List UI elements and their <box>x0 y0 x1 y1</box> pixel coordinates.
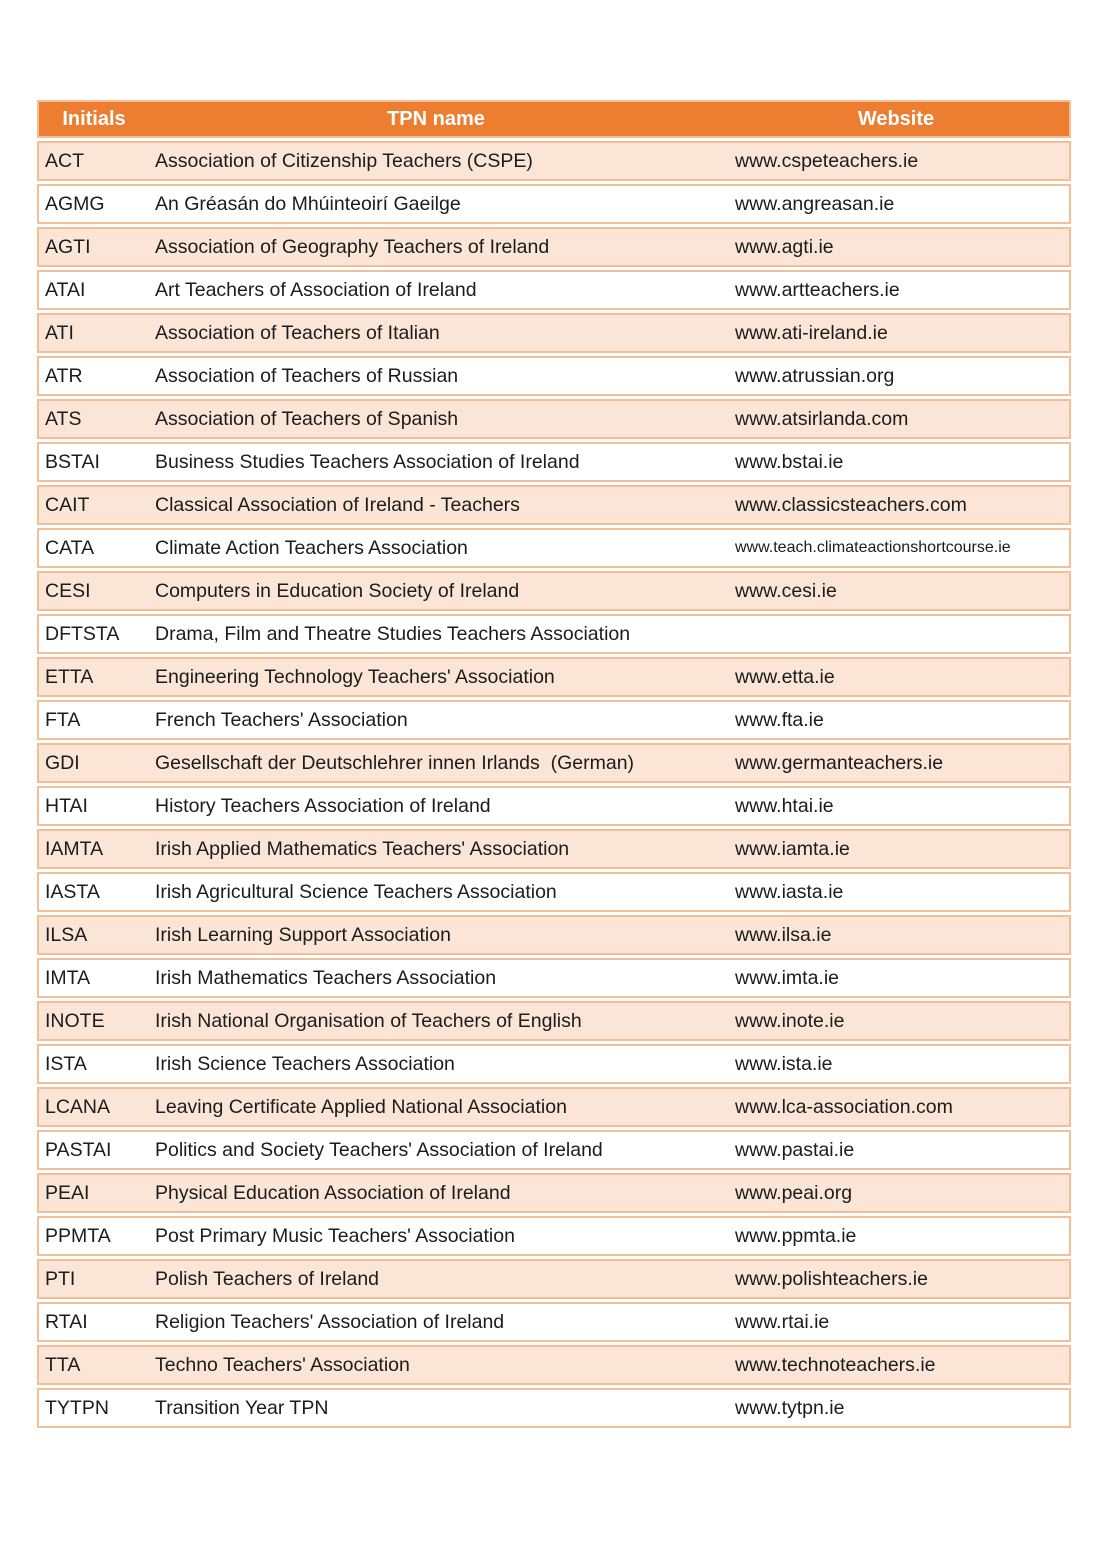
cell-initials: ATR <box>37 356 149 396</box>
cell-website: www.htai.ie <box>723 786 1071 826</box>
cell-tpn-name: Religion Teachers' Association of Ireland <box>149 1302 723 1342</box>
header-row <box>37 100 1071 138</box>
cell-website: www.agti.ie <box>723 227 1071 267</box>
table-header <box>37 100 1071 138</box>
table-row <box>37 743 1071 783</box>
cell-tpn-name: Politics and Society Teachers' Association of Ireland <box>149 1130 723 1170</box>
table-row <box>37 614 1071 654</box>
cell-initials: CATA <box>37 528 149 568</box>
table-row <box>37 1345 1071 1385</box>
table-row <box>37 915 1071 955</box>
column-header-tpn-name: TPN name <box>149 100 723 138</box>
cell-tpn-name: Classical Association of Ireland - Teachers <box>149 485 723 525</box>
cell-initials: TTA <box>37 1345 149 1385</box>
table-row <box>37 270 1071 310</box>
cell-tpn-name: Association of Teachers of Spanish <box>149 399 723 439</box>
cell-tpn-name: An Gréasán do Mhúinteoirí Gaeilge <box>149 184 723 224</box>
cell-tpn-name: Physical Education Association of Ireland <box>149 1173 723 1213</box>
cell-website: www.pastai.ie <box>723 1130 1071 1170</box>
cell-initials: ATI <box>37 313 149 353</box>
table-row <box>37 786 1071 826</box>
cell-tpn-name: Drama, Film and Theatre Studies Teachers Association <box>149 614 723 654</box>
cell-initials: BSTAI <box>37 442 149 482</box>
table-row <box>37 1302 1071 1342</box>
cell-initials: HTAI <box>37 786 149 826</box>
cell-tpn-name: Computers in Education Society of Ireland <box>149 571 723 611</box>
cell-initials: CAIT <box>37 485 149 525</box>
cell-initials: ATAI <box>37 270 149 310</box>
table-row <box>37 1173 1071 1213</box>
cell-website: www.angreasan.ie <box>723 184 1071 224</box>
cell-website <box>723 614 1071 654</box>
cell-website: www.technoteachers.ie <box>723 1345 1071 1385</box>
cell-initials: ISTA <box>37 1044 149 1084</box>
cell-tpn-name: Leaving Certificate Applied National Association <box>149 1087 723 1127</box>
column-header-initials: Initials <box>37 100 149 138</box>
cell-tpn-name: History Teachers Association of Ireland <box>149 786 723 826</box>
cell-tpn-name: Business Studies Teachers Association of Ireland <box>149 442 723 482</box>
table-row <box>37 571 1071 611</box>
cell-website: www.inote.ie <box>723 1001 1071 1041</box>
cell-website: www.atrussian.org <box>723 356 1071 396</box>
cell-initials: LCANA <box>37 1087 149 1127</box>
cell-tpn-name: Climate Action Teachers Association <box>149 528 723 568</box>
cell-initials: GDI <box>37 743 149 783</box>
cell-website: www.cesi.ie <box>723 571 1071 611</box>
table-row <box>37 528 1071 568</box>
cell-website: www.iamta.ie <box>723 829 1071 869</box>
cell-tpn-name: Irish Learning Support Association <box>149 915 723 955</box>
cell-website: www.artteachers.ie <box>723 270 1071 310</box>
table-row <box>37 356 1071 396</box>
cell-website: www.fta.ie <box>723 700 1071 740</box>
cell-initials: PASTAI <box>37 1130 149 1170</box>
table-row <box>37 700 1071 740</box>
cell-website: www.ati-ireland.ie <box>723 313 1071 353</box>
table-row <box>37 1216 1071 1256</box>
cell-initials: CESI <box>37 571 149 611</box>
table-row <box>37 1388 1071 1428</box>
cell-website: www.peai.org <box>723 1173 1071 1213</box>
cell-initials: PTI <box>37 1259 149 1299</box>
cell-initials: IAMTA <box>37 829 149 869</box>
cell-website: www.bstai.ie <box>723 442 1071 482</box>
cell-tpn-name: Techno Teachers' Association <box>149 1345 723 1385</box>
cell-tpn-name: Irish Mathematics Teachers Association <box>149 958 723 998</box>
cell-initials: AGTI <box>37 227 149 267</box>
table-row <box>37 442 1071 482</box>
table-row <box>37 1259 1071 1299</box>
table-row <box>37 313 1071 353</box>
cell-website: www.ista.ie <box>723 1044 1071 1084</box>
cell-tpn-name: French Teachers' Association <box>149 700 723 740</box>
cell-initials: PEAI <box>37 1173 149 1213</box>
table-row <box>37 141 1071 181</box>
cell-website: www.atsirlanda.com <box>723 399 1071 439</box>
cell-website: www.ilsa.ie <box>723 915 1071 955</box>
cell-website: www.polishteachers.ie <box>723 1259 1071 1299</box>
cell-tpn-name: Post Primary Music Teachers' Association <box>149 1216 723 1256</box>
cell-tpn-name: Engineering Technology Teachers' Association <box>149 657 723 697</box>
cell-website: www.lca-association.com <box>723 1087 1071 1127</box>
cell-website: www.etta.ie <box>723 657 1071 697</box>
column-header-website: Website <box>723 100 1071 138</box>
cell-tpn-name: Polish Teachers of Ireland <box>149 1259 723 1299</box>
cell-initials: ETTA <box>37 657 149 697</box>
table-row <box>37 1130 1071 1170</box>
cell-initials: ILSA <box>37 915 149 955</box>
cell-initials: IMTA <box>37 958 149 998</box>
cell-initials: ATS <box>37 399 149 439</box>
cell-website: www.tytpn.ie <box>723 1388 1071 1428</box>
cell-tpn-name: Gesellschaft der Deutschlehrer innen Irlands (German) <box>149 743 723 783</box>
table-body <box>37 141 1071 1428</box>
tpn-table <box>37 97 1071 1431</box>
table-row <box>37 1001 1071 1041</box>
table-row <box>37 1044 1071 1084</box>
cell-tpn-name: Irish Agricultural Science Teachers Association <box>149 872 723 912</box>
cell-initials: ACT <box>37 141 149 181</box>
table-row <box>37 485 1071 525</box>
cell-tpn-name: Irish National Organisation of Teachers of English <box>149 1001 723 1041</box>
cell-initials: FTA <box>37 700 149 740</box>
cell-initials: INOTE <box>37 1001 149 1041</box>
cell-tpn-name: Association of Citizenship Teachers (CSPE) <box>149 141 723 181</box>
table-row <box>37 184 1071 224</box>
cell-tpn-name: Association of Geography Teachers of Ireland <box>149 227 723 267</box>
table-row <box>37 227 1071 267</box>
cell-tpn-name: Irish Science Teachers Association <box>149 1044 723 1084</box>
cell-tpn-name: Art Teachers of Association of Ireland <box>149 270 723 310</box>
cell-website: www.rtai.ie <box>723 1302 1071 1342</box>
cell-website: www.classicsteachers.com <box>723 485 1071 525</box>
cell-initials: RTAI <box>37 1302 149 1342</box>
cell-tpn-name: Irish Applied Mathematics Teachers' Association <box>149 829 723 869</box>
cell-initials: IASTA <box>37 872 149 912</box>
cell-tpn-name: Association of Teachers of Italian <box>149 313 723 353</box>
cell-initials: AGMG <box>37 184 149 224</box>
table-row <box>37 399 1071 439</box>
cell-website: www.iasta.ie <box>723 872 1071 912</box>
cell-website: www.germanteachers.ie <box>723 743 1071 783</box>
cell-tpn-name: Association of Teachers of Russian <box>149 356 723 396</box>
cell-initials: DFTSTA <box>37 614 149 654</box>
table-row <box>37 958 1071 998</box>
table-row <box>37 872 1071 912</box>
cell-website: www.teach.climateactionshortcourse.ie <box>723 528 1071 568</box>
cell-tpn-name: Transition Year TPN <box>149 1388 723 1428</box>
cell-website: www.ppmta.ie <box>723 1216 1071 1256</box>
cell-initials: TYTPN <box>37 1388 149 1428</box>
table-row <box>37 657 1071 697</box>
cell-initials: PPMTA <box>37 1216 149 1256</box>
cell-website: www.cspeteachers.ie <box>723 141 1071 181</box>
table-row <box>37 1087 1071 1127</box>
table-row <box>37 829 1071 869</box>
cell-website: www.imta.ie <box>723 958 1071 998</box>
